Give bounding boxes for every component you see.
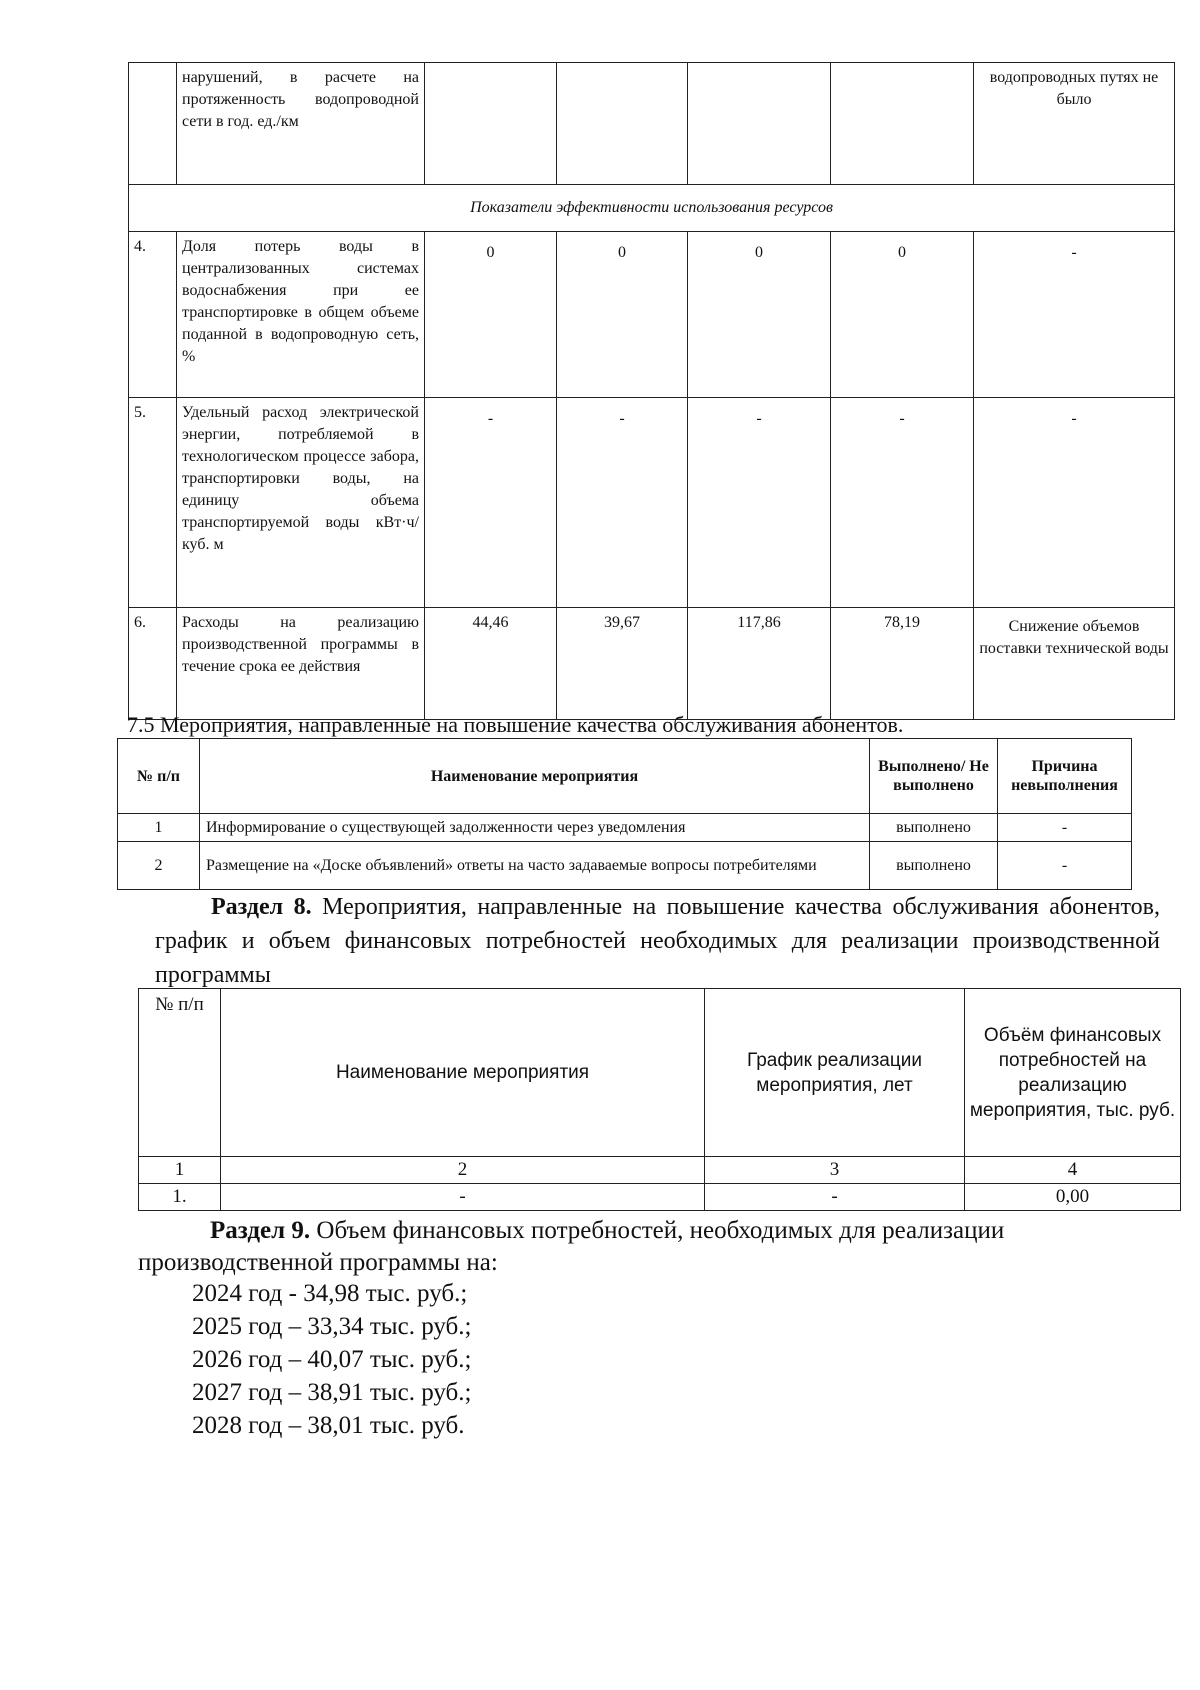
section-8-label: Раздел 8. xyxy=(211,894,312,920)
row-number: 4. xyxy=(129,232,177,398)
column-header-num: № п/п xyxy=(139,989,221,1157)
column-header-volume: Объём финансовых потребностей на реализацию мероприятия, тыс. руб. xyxy=(965,989,1181,1157)
value-cell: 0 xyxy=(688,232,831,398)
measure-name: Информирование о существующей задолженности через уведомления xyxy=(200,814,870,842)
value-cell: 39,67 xyxy=(557,608,688,720)
remark-cell: водопроводных путях не было xyxy=(974,63,1175,185)
value-cell: 0 xyxy=(831,232,974,398)
value-cell: 0 xyxy=(557,232,688,398)
row-number: 1 xyxy=(118,814,200,842)
measure-name: Размещение на «Доске объявлений» ответы на часто задаваемые вопросы потребителями xyxy=(200,842,870,890)
row-number: 1. xyxy=(139,1184,221,1211)
value-cell: - xyxy=(425,398,557,608)
value-cell: - xyxy=(688,398,831,608)
table-row xyxy=(129,232,1175,398)
index-cell: 1 xyxy=(139,1157,221,1184)
reason-cell: - xyxy=(998,814,1132,842)
section-7-5-title: 7.5 Мероприятия, направленные на повышение качества обслуживания абонентов. xyxy=(127,712,904,737)
section-9-text-continued: производственной программы на: xyxy=(138,1249,498,1276)
indicator-description: Удельный расход электрической энергии, потребляемой в технологическом процессе забора, транспортировки воды, на единицу объема транспортируемой воды кВт·ч/куб. м xyxy=(177,398,425,608)
remark-cell: - xyxy=(974,398,1175,608)
section-8-text: Мероприятия, направленные на повышение качества обслуживания абонентов, график и объем финансовых потребностей необходимых для реализации производственной программы xyxy=(155,894,1160,988)
row-number: 5. xyxy=(129,398,177,608)
indicator-description: нарушений, в расчете на протяженность водопроводной сети в год. ед./км xyxy=(177,63,425,185)
section-8-heading xyxy=(155,890,1160,992)
indicator-description: Расходы на реализацию производственной программы в течение срока ее действия xyxy=(177,608,425,720)
index-cell: 2 xyxy=(221,1157,705,1184)
value-cell xyxy=(831,63,974,185)
indicators-table xyxy=(128,62,1175,720)
list-item: 2025 год – 33,34 тыс. руб.; xyxy=(192,1313,472,1340)
value-cell: - xyxy=(831,398,974,608)
measure-name: - xyxy=(221,1184,705,1211)
volume-cell: 0,00 xyxy=(965,1184,1181,1211)
value-cell: 78,19 xyxy=(831,608,974,720)
column-header-reason: Причина невыполнения xyxy=(998,739,1132,814)
list-item: 2024 год - 34,98 тыс. руб.; xyxy=(192,1280,468,1307)
value-cell: 0 xyxy=(425,232,557,398)
table-row xyxy=(129,608,1175,720)
section-9-heading xyxy=(138,1215,1178,1279)
remark-cell: Снижение объемов поставки технической воды xyxy=(974,608,1175,720)
column-header-schedule: График реализации мероприятия, лет xyxy=(705,989,965,1157)
service-measures-table xyxy=(117,738,1132,890)
table-row xyxy=(129,63,1175,185)
header-row xyxy=(118,739,1132,814)
value-cell xyxy=(688,63,831,185)
section-9-text: Объем финансовых потребностей, необходимых для реализации xyxy=(316,1217,1005,1244)
list-item: 2027 год – 38,91 тыс. руб.; xyxy=(192,1379,472,1406)
section-title-row xyxy=(129,185,1175,232)
list-item: 2028 год – 38,01 тыс. руб. xyxy=(192,1412,465,1439)
header-row xyxy=(139,989,1181,1157)
section-9-label: Раздел 9. xyxy=(210,1217,311,1244)
value-cell: 117,86 xyxy=(688,608,831,720)
value-cell xyxy=(557,63,688,185)
schedule-cell: - xyxy=(705,1184,965,1211)
index-cell: 3 xyxy=(705,1157,965,1184)
value-cell: - xyxy=(557,398,688,608)
value-cell xyxy=(425,63,557,185)
column-header-status: Выполнено/ Не выполнено xyxy=(870,739,998,814)
list-item: 2026 год – 40,07 тыс. руб.; xyxy=(192,1346,472,1373)
yearly-amounts-list xyxy=(192,1277,471,1442)
row-number-cell xyxy=(129,63,177,185)
index-cell: 4 xyxy=(965,1157,1181,1184)
table-row xyxy=(129,398,1175,608)
table-row xyxy=(118,814,1132,842)
section-title: Показатели эффективности использования ресурсов xyxy=(129,185,1175,232)
row-number: 6. xyxy=(129,608,177,720)
indicator-description: Доля потерь воды в централизованных системах водоснабжения при ее транспортировке в общем объеме поданной в водопроводную сеть, % xyxy=(177,232,425,398)
remark-cell: - xyxy=(974,232,1175,398)
status-cell: выполнено xyxy=(870,842,998,890)
column-header-name: Наименование мероприятия xyxy=(221,989,705,1157)
column-header-num: № п/п xyxy=(118,739,200,814)
column-header-name: Наименование мероприятия xyxy=(200,739,870,814)
table-row xyxy=(118,842,1132,890)
reason-cell: - xyxy=(998,842,1132,890)
index-row xyxy=(139,1157,1181,1184)
status-cell: выполнено xyxy=(870,814,998,842)
section-8-table xyxy=(138,988,1181,1211)
value-cell: 44,46 xyxy=(425,608,557,720)
table-row xyxy=(139,1184,1181,1211)
row-number: 2 xyxy=(118,842,200,890)
